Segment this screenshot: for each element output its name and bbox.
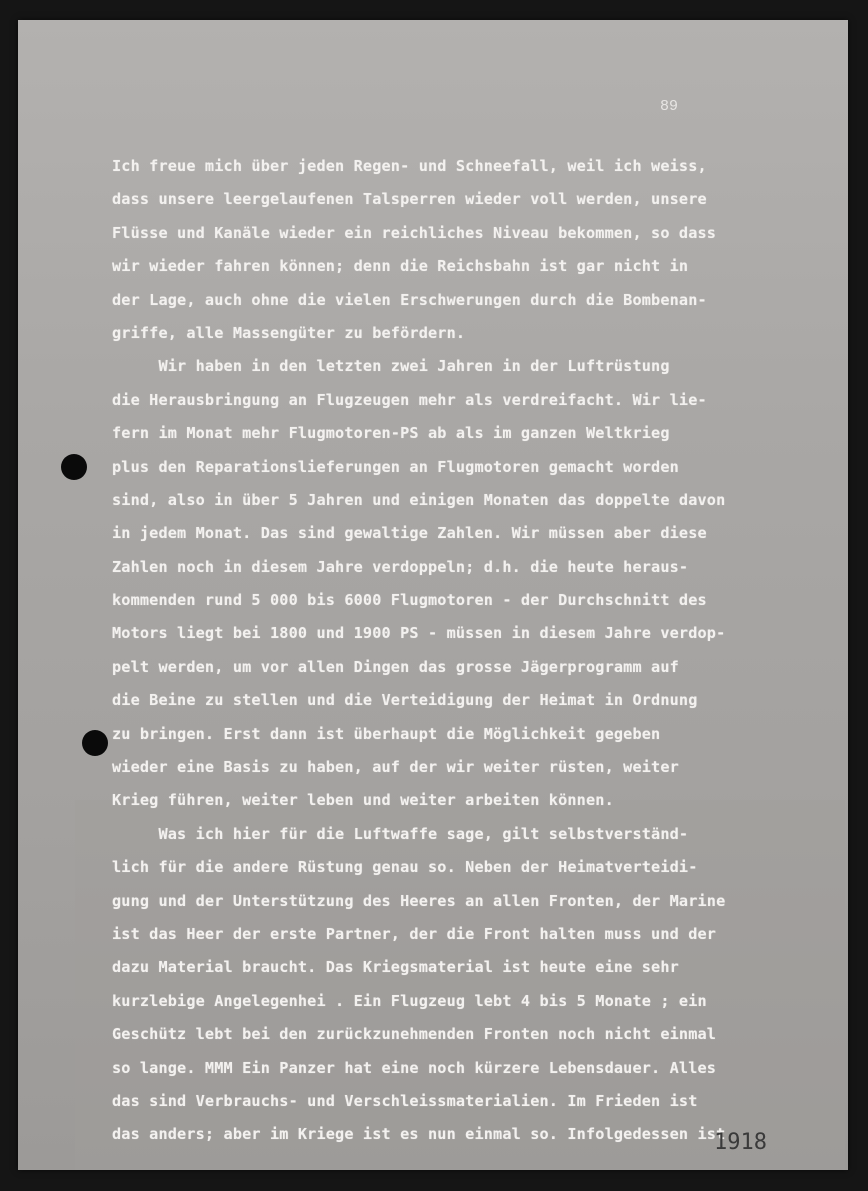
text-line: pelt werden, um vor allen Dingen das grosse Jägerprogramm auf	[112, 657, 679, 676]
text-line: fern im Monat mehr Flugmotoren-PS ab als im ganzen Weltkrieg	[112, 424, 670, 443]
text-line: Wir haben in den letzten zwei Jahren in der Luftrüstung	[112, 357, 670, 376]
text-line: ist das Heer der erste Partner, der die Front halten muss und der	[112, 924, 717, 943]
text-line: so lange. MMM Ein Panzer hat eine noch kürzere Lebensdauer. Alles	[112, 1058, 717, 1077]
text-line: wieder eine Basis zu haben, auf der wir weiter rüsten, weiter	[112, 758, 679, 777]
text-line: die Beine zu stellen und die Verteidigung der Heimat in Ordnung	[112, 691, 698, 710]
text-line: die Herausbringung an Flugzeugen mehr als verdreifacht. Wir lie-	[112, 390, 707, 409]
punch-hole-top	[61, 454, 87, 480]
archive-number: 1918	[714, 1130, 767, 1155]
text-line: plus den Reparationslieferungen an Flugmotoren gemacht worden	[112, 457, 679, 476]
text-line: das anders; aber im Kriege ist es nun einmal so. Infolgedessen ist	[112, 1125, 726, 1144]
text-line: kommenden rund 5 000 bis 6000 Flugmotoren - der Durchschnitt des	[112, 591, 707, 610]
text-line: griffe, alle Massengüter zu befördern.	[112, 323, 466, 342]
text-line: gung und der Unterstützung des Heeres an allen Fronten, der Marine	[112, 891, 726, 910]
typed-text	[112, 150, 802, 1152]
punch-hole-bottom	[82, 730, 108, 756]
text-line: dazu Material braucht. Das Kriegsmaterial ist heute eine sehr	[112, 958, 679, 977]
text-line: Motors liegt bei 1800 und 1900 PS - müssen in diesem Jahre verdop-	[112, 624, 726, 643]
page-number: 89	[660, 98, 679, 115]
text-line: Ich freue mich über jeden Regen- und Schneefall, weil ich weiss,	[112, 157, 707, 175]
text-line: in jedem Monat. Das sind gewaltige Zahlen. Wir müssen aber diese	[112, 524, 707, 543]
text-line: das sind Verbrauchs- und Verschleissmaterialien. Im Frieden ist	[112, 1091, 698, 1110]
text-line: Flüsse und Kanäle wieder ein reichliches Niveau bekommen, so dass	[112, 223, 717, 242]
text-line: wir wieder fahren können; denn die Reichsbahn ist gar nicht in	[112, 257, 689, 276]
text-line: der Lage, auch ohne die vielen Erschwerungen durch die Bombenan-	[112, 290, 707, 309]
text-line: dass unsere leergelaufenen Talsperren wieder voll werden, unsere	[112, 190, 707, 209]
text-line: lich für die andere Rüstung genau so. Neben der Heimatverteidi-	[112, 858, 698, 877]
text-line: Was ich hier für die Luftwaffe sage, gilt selbstverständ-	[112, 824, 689, 843]
text-line: Zahlen noch in diesem Jahre verdoppeln; d.h. die heute heraus-	[112, 557, 689, 576]
text-line: sind, also in über 5 Jahren und einigen Monaten das doppelte davon	[112, 490, 726, 509]
text-line: kurzlebige Angelegenhei . Ein Flugzeug lebt 4 bis 5 Monate ; ein	[112, 991, 707, 1010]
text-line: zu bringen. Erst dann ist überhaupt die Möglichkeit gegeben	[112, 724, 661, 743]
text-line: Krieg führen, weiter leben und weiter arbeiten können.	[112, 791, 614, 810]
text-line: Geschütz lebt bei den zurückzunehmenden Fronten noch nicht einmal	[112, 1025, 717, 1044]
